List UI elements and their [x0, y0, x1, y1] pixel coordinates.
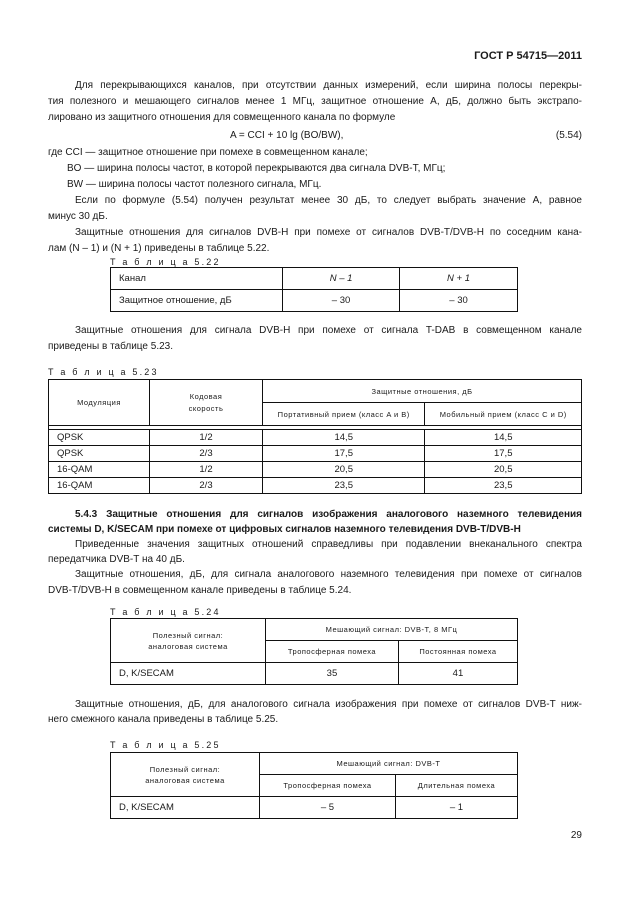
t25-header-useful: Полезный сигнал: аналоговая система — [111, 753, 260, 797]
definition-bo: BO — ширина полосы частот, в которой перекрываются два сигнала DVB-T, МГц; — [67, 163, 446, 174]
t23-header-code-rate: Кодовая скорость — [150, 380, 263, 426]
t23-header-modulation: Модуляция — [49, 380, 150, 426]
page-number: 29 — [570, 830, 582, 841]
t23-header-mobile: Мобильный прием (класс C и D) — [425, 403, 582, 426]
t24-header-tropo: Тропосферная помеха — [266, 641, 399, 663]
definition-cci: где CCI — защитное отношение при помехе в совмещенном канале; — [48, 147, 368, 158]
t24-value-constant: 41 — [398, 663, 517, 685]
t23-cell: 20,5 — [263, 462, 425, 478]
formula: A = CCI + 10 lg (BO/BW), — [230, 130, 344, 141]
t23-cell: 23,5 — [425, 478, 582, 494]
p1-line1: Для перекрывающихся каналов, при отсутствии данных измерений, если ширина полосы перекры- — [75, 80, 582, 91]
p6-line1: Защитные отношения, дБ, для сигнала аналогового наземного телевидения при помехе от сигналов — [75, 569, 582, 580]
t23-cell: 1/2 — [150, 462, 263, 478]
t24-header-interfering: Мешающий сигнал: DVB-T, 8 МГц — [266, 619, 518, 641]
t23-cell: 14,5 — [263, 430, 425, 446]
t23-cell: 20,5 — [425, 462, 582, 478]
t23-row: 16-QAM — [49, 462, 150, 478]
table-5-24 — [110, 618, 518, 685]
t25-header-long: Длительная помеха — [395, 775, 517, 797]
t23-row: QPSK — [49, 446, 150, 462]
p2-line2: минус 30 дБ. — [48, 211, 108, 222]
t22-value-2: – 30 — [400, 290, 518, 312]
t23-row: 16-QAM — [49, 478, 150, 494]
p5-line1: Приведенные значения защитных отношений справедливы при подавлении внеканального спектра — [75, 539, 582, 550]
table-5-22 — [110, 267, 518, 312]
t23-cell: 2/3 — [150, 446, 263, 462]
t22-header-channel: Канал — [111, 268, 283, 290]
t24-value-tropo: 35 — [266, 663, 399, 685]
t25-header-interfering: Мешающий сигнал: DVB-T — [260, 753, 518, 775]
p1-line2: тия полезного и мешающего сигналов менее 1 МГц, защитное отношение A, дБ, должно быть экстрапо- — [48, 96, 582, 107]
t23-cell: 1/2 — [150, 430, 263, 446]
t23-cell: 17,5 — [425, 446, 582, 462]
t22-header-n-minus-1: N – 1 — [283, 268, 400, 290]
p5-line2: передатчика DVB-T на 40 дБ. — [48, 554, 185, 565]
p4-line2: приведены в таблице 5.23. — [48, 341, 174, 352]
table-5-23 — [48, 379, 582, 494]
p3-line1: Защитные отношения для сигналов DVB-H при помехе от сигналов DVB-T/DVB-H по соседним кана- — [75, 227, 582, 238]
p4-line1: Защитные отношения для сигнала DVB-H при помехе от сигнала T-DAB в совмещенном канале — [75, 325, 582, 336]
table-5-22-caption: Т а б л и ц а 5.22 — [110, 257, 221, 267]
t25-header-tropo: Тропосферная помеха — [260, 775, 396, 797]
t23-cell: 2/3 — [150, 478, 263, 494]
t23-row: QPSK — [49, 430, 150, 446]
t24-header-constant: Постоянная помеха — [398, 641, 517, 663]
t23-header-protection: Защитные отношения, дБ — [263, 380, 582, 403]
table-5-25-caption: Т а б л и ц а 5.25 — [110, 740, 221, 750]
t22-header-n-plus-1: N + 1 — [400, 268, 518, 290]
document-header: ГОСТ Р 54715—2011 — [474, 50, 582, 62]
t22-value-1: – 30 — [283, 290, 400, 312]
t23-cell: 17,5 — [263, 446, 425, 462]
t23-cell: 23,5 — [263, 478, 425, 494]
table-5-24-caption: Т а б л и ц а 5.24 — [110, 607, 221, 617]
p1-line3: лировано из защитного отношения для совмещенного канала по формуле — [48, 112, 396, 123]
p7-line2: него смежного канала приведены в таблице 5.25. — [48, 714, 279, 725]
table-5-25 — [110, 752, 518, 819]
t25-row-label: D, K/SECAM — [111, 797, 260, 819]
p2-line1: Если по формуле (5.54) получен результат менее 30 дБ, то следует выбрать значение A, равное — [75, 195, 582, 206]
t24-header-useful: Полезный сигнал: аналоговая система — [111, 619, 266, 663]
formula-number: (5.54) — [555, 130, 582, 141]
p6-line2: DVB-T/DVB-H в совмещенном канале приведены в таблице 5.24. — [48, 585, 352, 596]
table-5-23-caption: Т а б л и ц а 5.23 — [48, 367, 159, 377]
t23-header-portable: Портативный прием (класс A и B) — [263, 403, 425, 426]
section-title-line2: системы D, K/SECAM при помехе от цифровых сигналов наземного телевидения DVB-T/DVB-H — [48, 524, 521, 535]
t24-row-label: D, K/SECAM — [111, 663, 266, 685]
t25-value-long: – 1 — [395, 797, 517, 819]
p3-line2: лам (N – 1) и (N + 1) приведены в таблице 5.22. — [48, 243, 270, 254]
t22-row-label: Защитное отношение, дБ — [111, 290, 283, 312]
p7-line1: Защитные отношения, дБ, для аналогового сигнала изображения при помехе от сигналов DVB-T ниж- — [75, 699, 582, 710]
t23-cell: 14,5 — [425, 430, 582, 446]
definition-bw: BW — ширина полосы частот полезного сигнала, МГц. — [67, 179, 322, 190]
t25-value-tropo: – 5 — [260, 797, 396, 819]
section-title-line1: 5.4.3 Защитные отношения для сигналов изображения аналогового наземного телевидения — [75, 509, 582, 520]
